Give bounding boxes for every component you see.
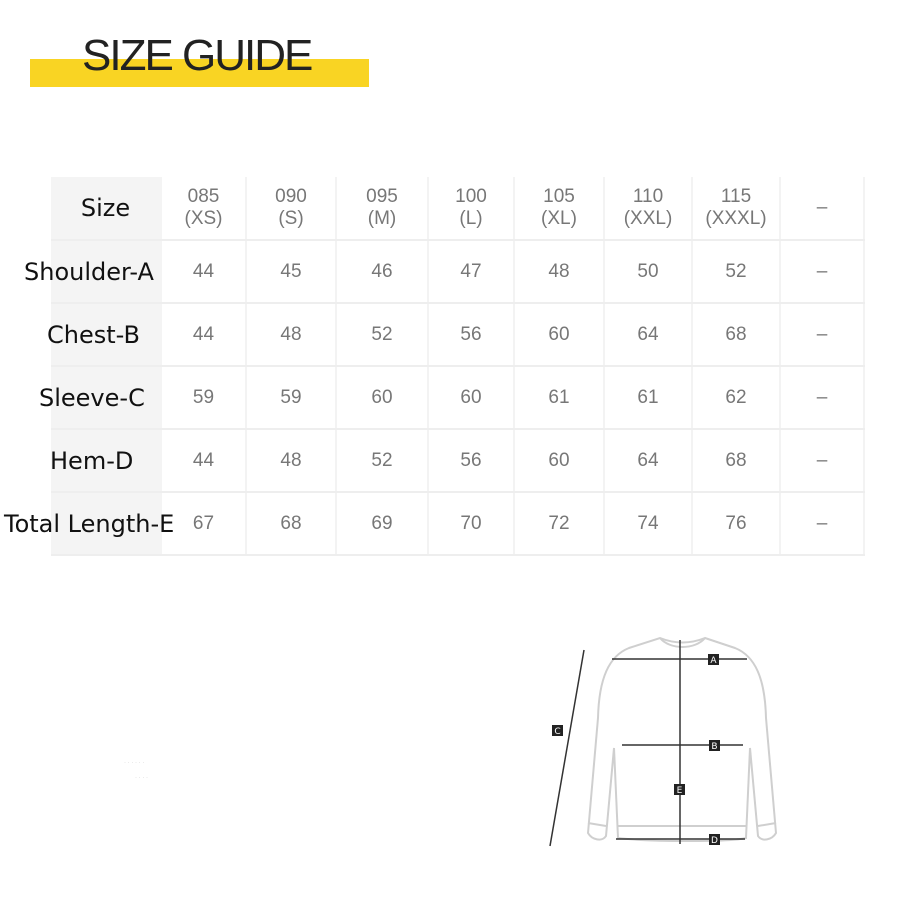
size-code: 105 — [543, 186, 575, 207]
measurement-value: 44 — [161, 429, 246, 492]
measurement-value: 60 — [428, 366, 514, 429]
measurement-value: 64 — [604, 429, 692, 492]
measurement-value: 67 — [161, 492, 246, 555]
size-table — [4, 177, 865, 556]
measure-line-c — [550, 650, 584, 846]
measurement-label: Total Length-E — [4, 509, 175, 538]
measurement-value: 61 — [514, 366, 604, 429]
measurement-value: 48 — [246, 429, 336, 492]
size-code: – — [816, 197, 828, 218]
size-code: 085 — [187, 186, 220, 207]
measurement-value: – — [780, 240, 864, 303]
measurement-value: 52 — [336, 429, 428, 492]
row-label-cell — [24, 240, 161, 303]
measurement-value: 52 — [336, 303, 428, 366]
row-label-wrap — [39, 367, 160, 428]
size-code: 100 — [455, 186, 487, 207]
measurement-value: 68 — [692, 429, 780, 492]
measurement-value: 45 — [246, 240, 336, 303]
measurement-value: – — [780, 429, 864, 492]
measurement-value: – — [780, 366, 864, 429]
row-label-cell — [47, 303, 161, 366]
size-code: 110 — [632, 186, 664, 207]
measurement-value: 62 — [692, 366, 780, 429]
size-header-cell — [246, 177, 336, 240]
row-label-wrap — [4, 493, 175, 554]
measurement-label: Shoulder-A — [24, 257, 154, 286]
row-label-cell — [51, 429, 161, 492]
measurement-value: 44 — [161, 303, 246, 366]
measurement-value: 59 — [246, 366, 336, 429]
table-row — [51, 492, 864, 555]
size-header-cell — [692, 177, 780, 240]
table-row — [51, 366, 864, 429]
measurement-value: 56 — [428, 303, 514, 366]
measurement-value: 69 — [336, 492, 428, 555]
size-name: (XS) — [184, 208, 223, 229]
sweatshirt-outline — [588, 638, 776, 841]
size-header-cell — [336, 177, 428, 240]
row-label-cell — [4, 492, 175, 555]
measurement-value: – — [780, 492, 864, 555]
table-row — [51, 240, 864, 303]
measurement-value: 50 — [604, 240, 692, 303]
size-code: 115 — [720, 186, 752, 207]
faint-caption: · · · · · · — [124, 760, 145, 766]
marker-c-label: C — [554, 727, 561, 737]
size-header-label: Size — [80, 194, 131, 222]
row-label-wrap — [51, 430, 160, 491]
measurement-value: – — [780, 303, 864, 366]
size-code: 095 — [366, 186, 398, 207]
cuff-right — [758, 823, 776, 826]
measurement-value: 56 — [428, 429, 514, 492]
measurement-value: 44 — [161, 240, 246, 303]
measurement-value: 48 — [514, 240, 604, 303]
marker-d-label: D — [711, 836, 718, 846]
size-name: (XXXL) — [705, 208, 767, 229]
measurement-label: Hem-D — [50, 446, 134, 475]
row-label-wrap — [24, 241, 160, 302]
size-header-cell — [514, 177, 604, 240]
size-name: (L) — [459, 208, 483, 229]
row-label-wrap — [47, 304, 160, 365]
table-row — [51, 303, 864, 366]
size-name: (S) — [278, 208, 304, 229]
size-header-cell — [604, 177, 692, 240]
size-name: (XL) — [541, 208, 577, 229]
page-title: SIZE GUIDE — [82, 31, 312, 80]
measurement-value: 60 — [514, 303, 604, 366]
measurement-value: 72 — [514, 492, 604, 555]
measurement-value: 68 — [692, 303, 780, 366]
measurement-value: 68 — [246, 492, 336, 555]
marker-a-label: A — [710, 656, 717, 666]
measurement-value: 47 — [428, 240, 514, 303]
measurement-value: 48 — [246, 303, 336, 366]
measurement-value: 64 — [604, 303, 692, 366]
row-label-cell — [51, 177, 161, 240]
size-name: (XXL) — [623, 208, 673, 229]
cuff-left — [588, 823, 606, 826]
garment-measurement-diagram — [540, 628, 800, 858]
row-label-cell — [39, 366, 161, 429]
measurement-label: Chest-B — [47, 320, 140, 349]
size-header-cell — [161, 177, 246, 240]
faint-caption: · · · · — [135, 775, 148, 781]
measurement-value: 76 — [692, 492, 780, 555]
measurement-value: 59 — [161, 366, 246, 429]
size-name: (M) — [367, 208, 397, 229]
table-header-row — [51, 177, 864, 240]
marker-e-label: E — [676, 786, 683, 796]
measurement-value: 46 — [336, 240, 428, 303]
measurement-value: 61 — [604, 366, 692, 429]
measurement-value: 60 — [514, 429, 604, 492]
size-header-cell — [428, 177, 514, 240]
measurement-value: 70 — [428, 492, 514, 555]
size-code: 090 — [275, 186, 307, 207]
table-row — [51, 429, 864, 492]
measurement-label: Sleeve-C — [39, 383, 145, 412]
measurement-value: 60 — [336, 366, 428, 429]
size-header-cell — [780, 177, 864, 240]
measurement-value: 74 — [604, 492, 692, 555]
marker-b-label: B — [711, 742, 718, 752]
measurement-value: 52 — [692, 240, 780, 303]
